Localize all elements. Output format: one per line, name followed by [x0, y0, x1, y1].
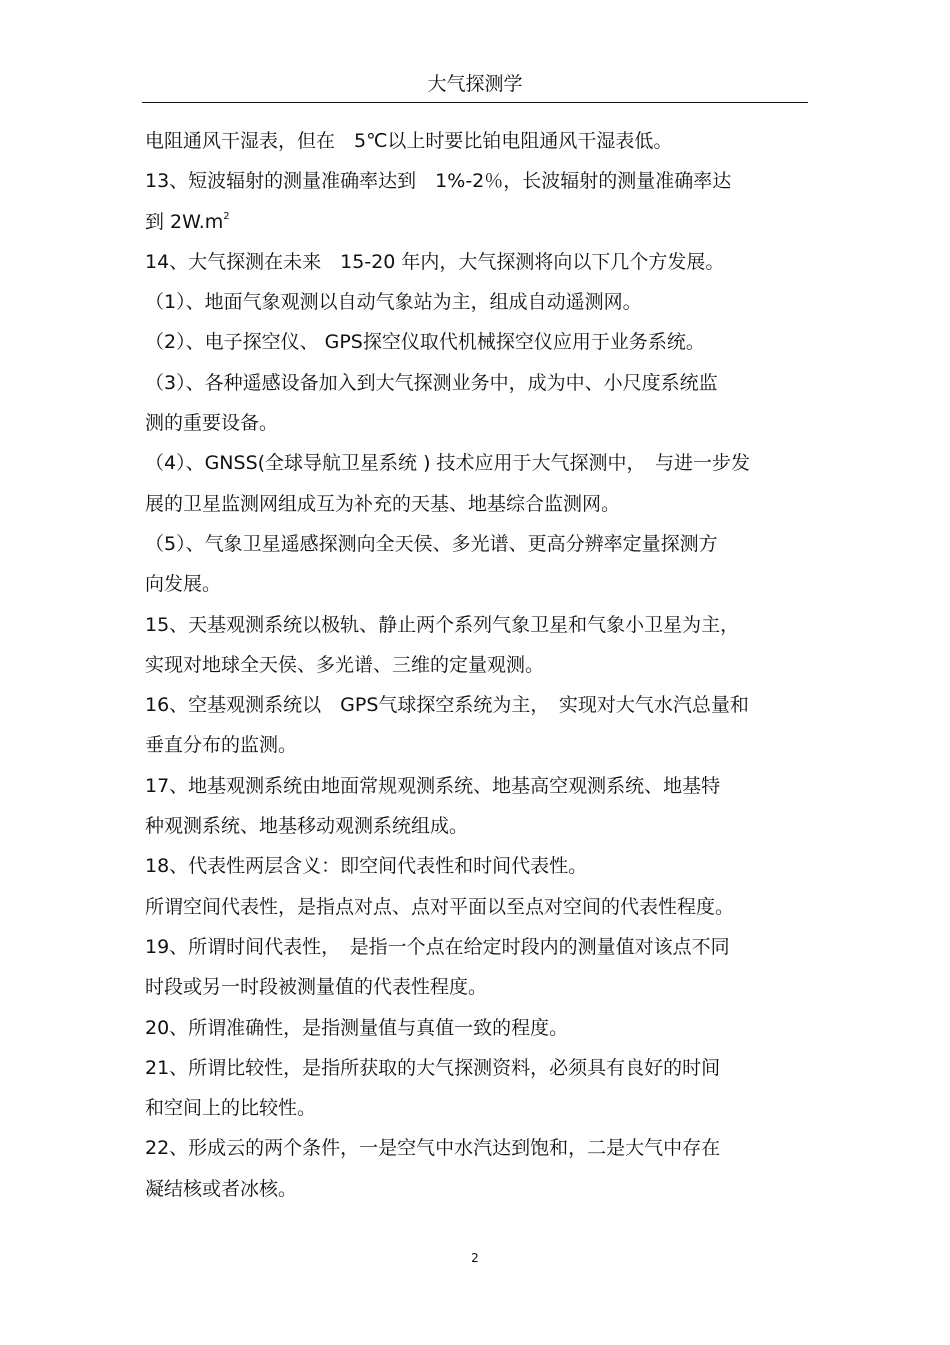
document-body — [145, 121, 810, 1209]
text-line: 18、代表性两层含义：即空间代表性和时间代表性。 — [145, 855, 588, 878]
text-line: （1）、地面气象观测以自动气象站为主，组成自动遥测网。 — [145, 291, 642, 314]
text-line: 19、所谓时间代表性， 是指一个点在给定时段内的测量值对该点不同 — [145, 935, 730, 958]
text-line: （4）、GNSS(全球导航卫星系统 ) 技术应用于大气探测中， 与进一步发 — [145, 452, 751, 475]
text-line: （5）、气象卫星遥感探测向全天侯、多光谱、更高分辨率定量探测方 — [145, 532, 718, 555]
header-divider — [142, 102, 808, 103]
text-line: 16、空基观测系统以 GPS气球探空系统为主， 实现对大气水汽总量和 — [145, 694, 749, 717]
text-line: 时段或另一时段被测量值的代表性程度。 — [145, 976, 488, 999]
text-line: 实现对地球全天侯、多光谱、三维的定量观测。 — [145, 653, 545, 676]
text-line: 所谓空间代表性，是指点对点、点对平面以至点对空间的代表性程度。 — [145, 895, 735, 918]
text-line: 和空间上的比较性。 — [145, 1097, 317, 1120]
text-line: 14、大气探测在未来 15-20 年内，大气探测将向以下几个方发展。 — [145, 250, 725, 273]
text-line-body: 到 2W.m — [145, 210, 224, 233]
text-line: 21、所谓比较性，是指所获取的大气探测资料，必须具有良好的时间 — [145, 1056, 721, 1079]
text-line: （3）、各种遥感设备加入到大气探测业务中，成为中、小尺度系统监 — [145, 371, 718, 394]
text-line: 垂直分布的监测。 — [145, 734, 298, 757]
text-line: 凝结核或者冰核。 — [145, 1177, 298, 1200]
text-line: 展的卫星监测网组成互为补充的天基、地基综合监测网。 — [145, 492, 621, 515]
text-line: 22、形成云的两个条件，一是空气中水汽达到饱和，二是大气中存在 — [145, 1137, 721, 1160]
text-line: 测的重要设备。 — [145, 412, 279, 435]
page-number: 2 — [471, 1251, 479, 1265]
text-line: 15、天基观测系统以极轨、静止两个系列气象卫星和气象小卫星为主， — [145, 613, 740, 636]
page-title: 大气探测学 — [427, 73, 523, 95]
text-line: 电阻通风干湿表，但在 5℃以上时要比铂电阻通风干湿表低。 — [145, 130, 673, 152]
text-line: 13、短波辐射的测量准确率达到 1%-2％，长波辐射的测量准确率达 — [145, 170, 732, 193]
text-line: 向发展。 — [145, 573, 222, 596]
text-line — [145, 202, 810, 242]
superscript: 2 — [223, 210, 230, 222]
text-line: （2）、电子探空仪、 GPS探空仪取代机械探空仪应用于业务系统。 — [145, 331, 705, 354]
text-line: 20、所谓准确性，是指测量值与真值一致的程度。 — [145, 1016, 569, 1039]
text-line: 种观测系统、地基移动观测系统组成。 — [145, 815, 469, 838]
text-line: 17、地基观测系统由地面常规观测系统、地基高空观测系统、地基特 — [145, 774, 721, 797]
